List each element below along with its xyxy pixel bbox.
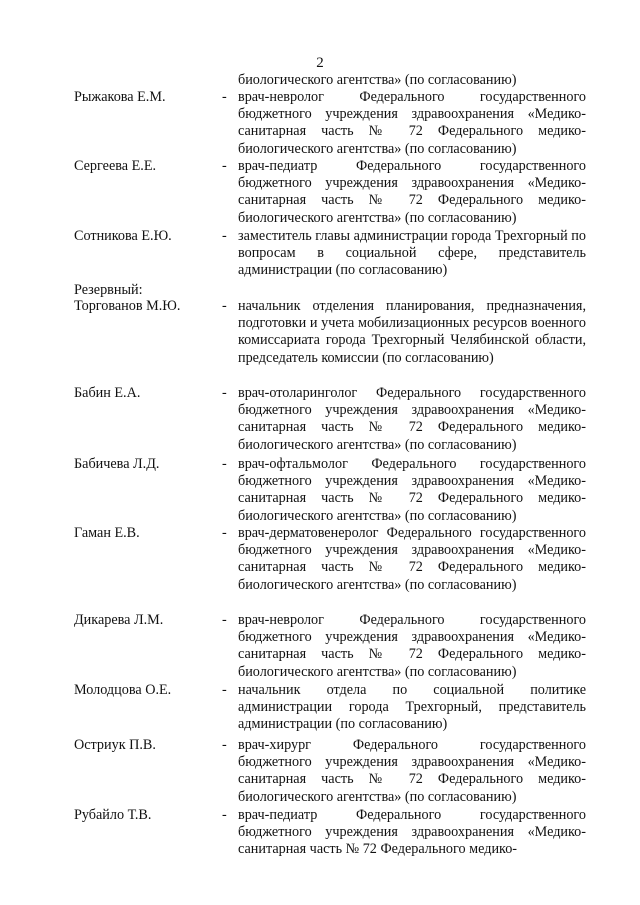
member-name: Бабичева Л.Д. xyxy=(74,456,160,472)
member-name: Бабин Е.А. xyxy=(74,385,141,401)
member-role: врач-невролог Федерального государственного бюджетного учреждения здравоохранения «Медико-санитарная часть № 72 Федерального медико-биологического агентства» (по согласованию) xyxy=(238,612,586,680)
entry-dash: - xyxy=(222,525,227,541)
entry-dash: - xyxy=(222,807,227,823)
member-role: врач-педиатр Федерального государственного бюджетного учреждения здравоохранения «Медико-санитарная часть № 72 Федерального медико- xyxy=(238,807,586,858)
member-name: Молодцова О.Е. xyxy=(74,682,172,698)
entry-dash: - xyxy=(222,89,227,105)
entry-dash: - xyxy=(222,737,227,753)
member-role: врач-педиатр Федерального государственного бюджетного учреждения здравоохранения «Медико-санитарная часть № 72 Федерального медико-биологического агентства» (по согласованию) xyxy=(238,158,586,226)
member-role: врач-хирург Федерального государственного бюджетного учреждения здравоохранения «Медико-санитарная часть № 72 Федерального медико-биологического агентства» (по согласованию) xyxy=(238,737,586,805)
member-role: начальник отдела по социальной политике администрации города Трехгорный, представитель администрации (по согласованию) xyxy=(238,682,586,733)
member-name: Гаман Е.В. xyxy=(74,525,140,541)
entry-dash: - xyxy=(222,456,227,472)
page-number: 2 xyxy=(316,55,324,71)
entry-dash: - xyxy=(222,158,227,174)
member-name: Сотникова Е.Ю. xyxy=(74,228,172,244)
member-role: врач-невролог Федерального государственного бюджетного учреждения здравоохранения «Медико-санитарная часть № 72 Федерального медико-биологического агентства» (по согласованию) xyxy=(238,89,586,157)
member-name: Дикарева Л.М. xyxy=(74,612,164,628)
entry-dash: - xyxy=(222,298,227,314)
continued-text: биологического агентства» (по согласованию) xyxy=(238,72,517,88)
member-name: Рубайло Т.В. xyxy=(74,807,152,823)
reserve-label: Резервный: xyxy=(74,282,143,298)
entry-dash: - xyxy=(222,228,227,244)
member-role: врач-отоларинголог Федерального государственного бюджетного учреждения здравоохранения «Медико-санитарная часть № 72 Федерального медико-биологического агентства» (по согласованию) xyxy=(238,385,586,453)
entry-dash: - xyxy=(222,385,227,401)
entry-dash: - xyxy=(222,612,227,628)
member-name: Сергеева Е.Е. xyxy=(74,158,157,174)
member-role: врач-офтальмолог Федерального государственного бюджетного учреждения здравоохранения «Медико-санитарная часть № 72 Федерального медико-биологического агентства» (по согласованию) xyxy=(238,456,586,524)
member-name: Остриук П.В. xyxy=(74,737,156,753)
member-name: Рыжакова Е.М. xyxy=(74,89,166,105)
member-role: начальник отделения планирования, предназначения, подготовки и учета мобилизационных ресурсов военного комиссариата города Трехгорный Челябинской области, председатель комиссии (по согласованию) xyxy=(238,298,586,366)
member-role: заместитель главы администрации города Трехгорный по вопросам в социальной сфере, представитель администрации (по согласованию) xyxy=(238,228,586,279)
entry-dash: - xyxy=(222,682,227,698)
member-name: Торгованов М.Ю. xyxy=(74,298,181,314)
member-role: врач-дерматовенеролог Федерального государственного бюджетного учреждения здравоохранения «Медико-санитарная часть № 72 Федерального медико-биологического агентства» (по согласованию) xyxy=(238,525,586,593)
